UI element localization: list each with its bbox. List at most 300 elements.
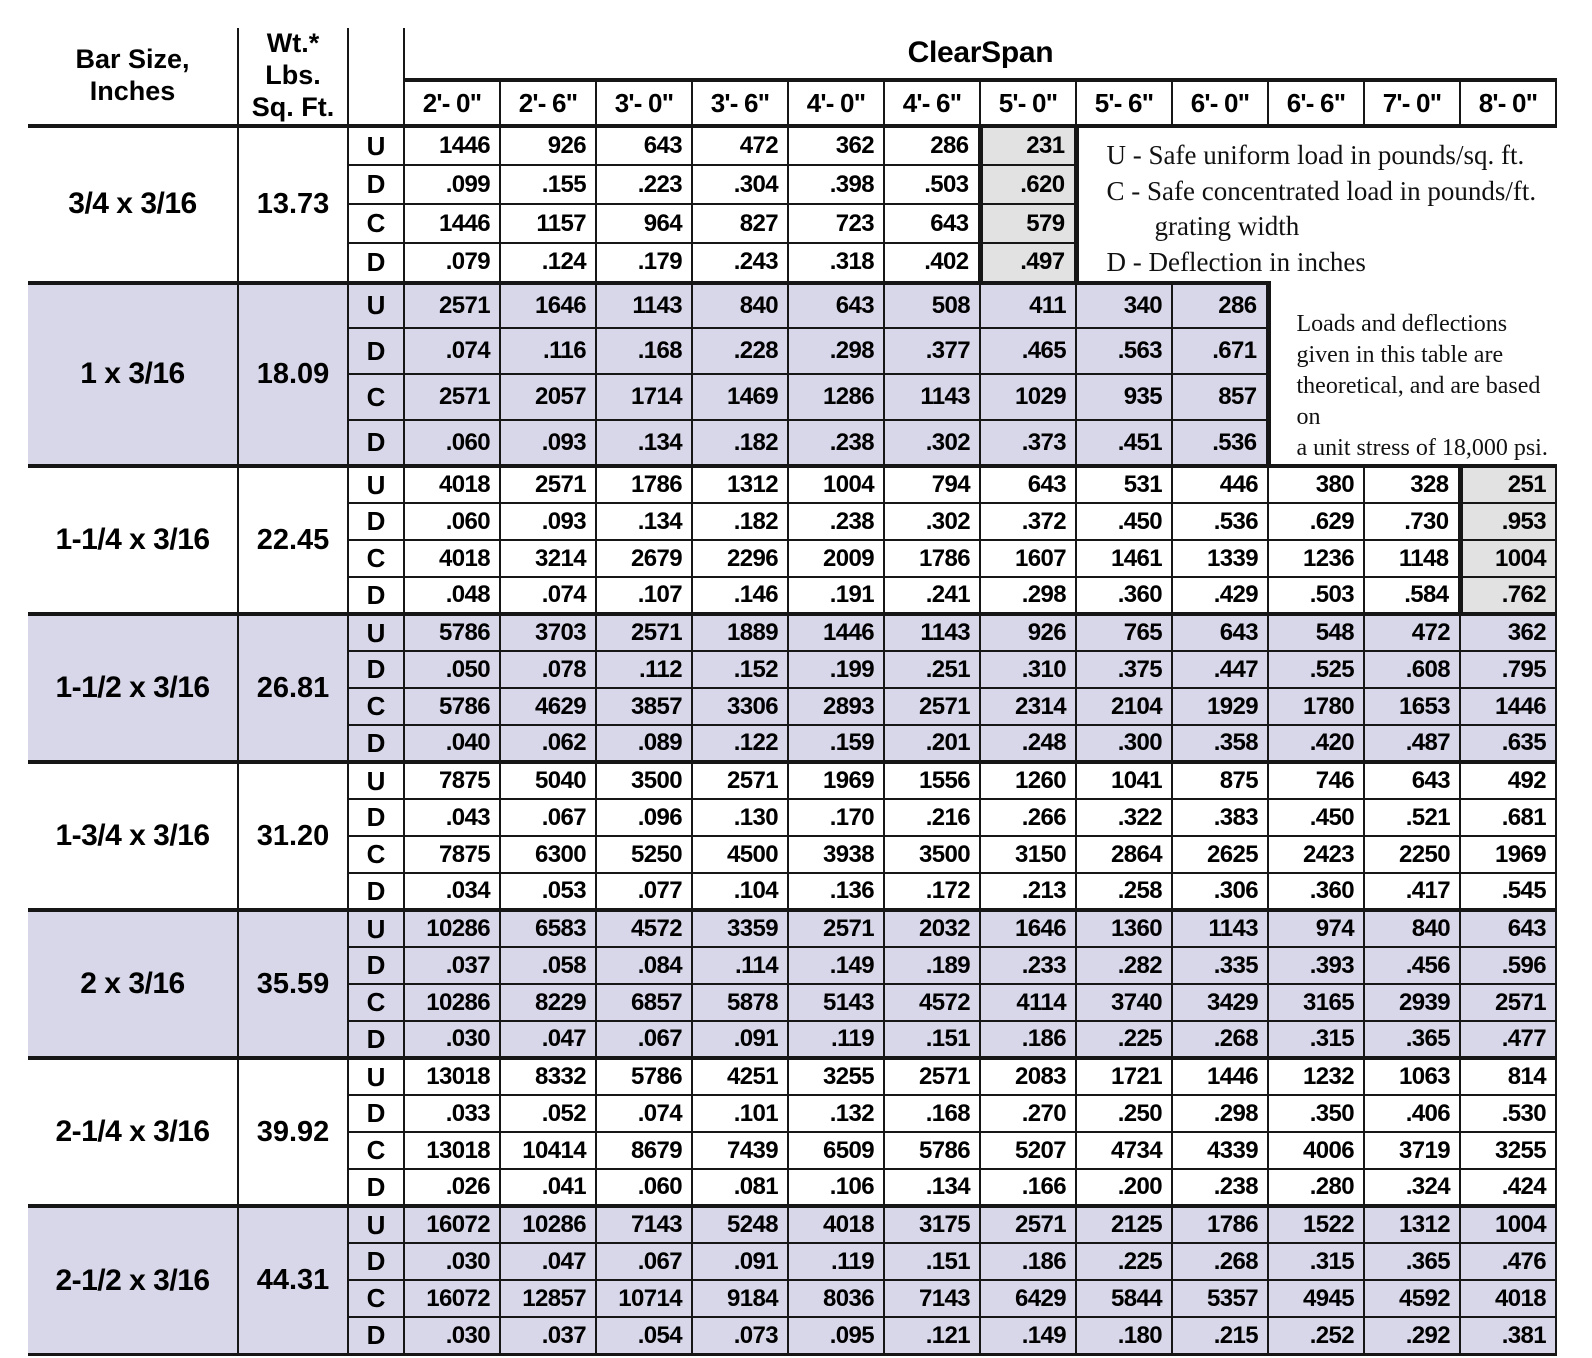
load-cell: .081 (692, 1169, 788, 1206)
span-header: 2'- 6" (500, 80, 596, 126)
load-cell: 2571 (884, 1058, 980, 1095)
load-cell: 2571 (692, 762, 788, 799)
load-cell: 4018 (1460, 1280, 1556, 1317)
load-cell: 2083 (980, 1058, 1076, 1095)
load-cell: 5786 (596, 1058, 692, 1095)
row-label: U (348, 614, 404, 651)
load-cell: 1312 (692, 466, 788, 503)
row-label: C (348, 204, 404, 243)
load-cell: .795 (1460, 651, 1556, 688)
load-cell: .151 (884, 1243, 980, 1280)
load-cell: 926 (500, 126, 596, 165)
load-cell: .159 (788, 725, 884, 762)
row-label: D (348, 503, 404, 540)
load-cell: .450 (1268, 799, 1364, 836)
load-cell: .104 (692, 873, 788, 910)
load-cell: 13018 (404, 1058, 500, 1095)
load-cell: .062 (500, 725, 596, 762)
load-cell: .182 (692, 503, 788, 540)
note-text (1271, 283, 1557, 465)
load-cell: .381 (1460, 1317, 1556, 1354)
load-cell: 2571 (404, 283, 500, 329)
load-cell: 2314 (980, 688, 1076, 725)
row-label: C (348, 1132, 404, 1169)
row-label: D (348, 1243, 404, 1280)
load-cell: 251 (1460, 466, 1556, 503)
load-cell: 875 (1172, 762, 1268, 799)
load-cell: 840 (692, 283, 788, 329)
load-cell: .596 (1460, 947, 1556, 984)
load-cell: 3857 (596, 688, 692, 725)
load-cell: 746 (1268, 762, 1364, 799)
weight-header (238, 28, 348, 126)
load-cell: 1446 (1460, 688, 1556, 725)
bar-weight: 44.31 (238, 1206, 348, 1354)
load-cell: .189 (884, 947, 980, 984)
load-cell: 1143 (596, 283, 692, 329)
load-cell: .241 (884, 577, 980, 614)
load-cell: .465 (980, 328, 1076, 374)
load-cell: .091 (692, 1243, 788, 1280)
load-cell: 4629 (500, 688, 596, 725)
load-cell: 579 (980, 204, 1076, 243)
row-label: D (348, 165, 404, 204)
load-cell: .093 (500, 503, 596, 540)
load-cell: 411 (980, 283, 1076, 329)
row-label: U (348, 762, 404, 799)
table-row (28, 1206, 1556, 1243)
load-cell: 1004 (1460, 540, 1556, 577)
load-cell: .424 (1460, 1169, 1556, 1206)
row-label: D (348, 420, 404, 466)
load-cell: 4945 (1268, 1280, 1364, 1317)
load-cell: .402 (884, 243, 980, 282)
load-cell: 2939 (1364, 984, 1460, 1021)
load-cell: 840 (1364, 910, 1460, 947)
load-cell: 7143 (884, 1280, 980, 1317)
load-cell: .525 (1268, 651, 1364, 688)
load-cell: .172 (884, 873, 980, 910)
table-body (28, 126, 1556, 1354)
load-cell: 8036 (788, 1280, 884, 1317)
load-cell: .201 (884, 725, 980, 762)
load-cell: 3255 (1460, 1132, 1556, 1169)
load-cell: 10286 (500, 1206, 596, 1243)
load-cell: .093 (500, 420, 596, 466)
load-cell: 2864 (1076, 836, 1172, 873)
load-cell: .238 (788, 420, 884, 466)
load-cell: 1446 (404, 126, 500, 165)
bar-size-header-line2: Inches (89, 76, 176, 106)
span-header: 4'- 6" (884, 80, 980, 126)
load-cell: .251 (884, 651, 980, 688)
load-cell: 3500 (884, 836, 980, 873)
load-cell: 5844 (1076, 1280, 1172, 1317)
bar-weight: 39.92 (238, 1058, 348, 1206)
load-cell: .079 (404, 243, 500, 282)
load-cell: .252 (1268, 1317, 1364, 1354)
note-line: a unit stress of 18,000 psi. (1296, 435, 1548, 462)
load-cell: 5786 (404, 688, 500, 725)
load-cell: .030 (404, 1317, 500, 1354)
span-header: 8'- 0" (1460, 80, 1556, 126)
load-cell: .089 (596, 725, 692, 762)
bar-weight: 22.45 (238, 466, 348, 614)
load-cell: 3429 (1172, 984, 1268, 1021)
load-cell: .521 (1364, 799, 1460, 836)
load-cell: 3719 (1364, 1132, 1460, 1169)
load-cell: .268 (1172, 1021, 1268, 1058)
load-cell: .134 (884, 1169, 980, 1206)
load-cell: .047 (500, 1021, 596, 1058)
load-cell: .151 (884, 1021, 980, 1058)
load-cell: 1646 (500, 283, 596, 329)
load-cell: 231 (980, 126, 1076, 165)
load-cell: 1004 (1460, 1206, 1556, 1243)
load-cell: 2571 (1460, 984, 1556, 1021)
load-cell: 1360 (1076, 910, 1172, 947)
row-label: C (348, 540, 404, 577)
load-cell: 814 (1460, 1058, 1556, 1095)
load-cell: .238 (788, 503, 884, 540)
load-cell: .043 (404, 799, 500, 836)
load-cell: .238 (1172, 1169, 1268, 1206)
load-cell: .503 (884, 165, 980, 204)
load-cell: .258 (1076, 873, 1172, 910)
load-cell: 1721 (1076, 1058, 1172, 1095)
load-cell: .393 (1268, 947, 1364, 984)
load-cell: 13018 (404, 1132, 500, 1169)
load-cell: .058 (500, 947, 596, 984)
load-cell: 1232 (1268, 1058, 1364, 1095)
load-cell: .182 (692, 420, 788, 466)
load-cell: 8229 (500, 984, 596, 1021)
load-cell: .298 (980, 577, 1076, 614)
row-label: D (348, 799, 404, 836)
load-cell: .067 (596, 1021, 692, 1058)
load-cell: .053 (500, 873, 596, 910)
load-cell: .298 (788, 328, 884, 374)
load-cell: .074 (596, 1095, 692, 1132)
load-cell: 2032 (884, 910, 980, 947)
load-cell: .406 (1364, 1095, 1460, 1132)
load-cell: 5207 (980, 1132, 1076, 1169)
load-cell: 286 (1172, 283, 1268, 329)
load-cell: .450 (1076, 503, 1172, 540)
load-cell: .054 (596, 1317, 692, 1354)
load-cell: 3255 (788, 1058, 884, 1095)
load-cell: .447 (1172, 651, 1268, 688)
load-cell: .180 (1076, 1317, 1172, 1354)
row-label: D (348, 243, 404, 282)
load-cell: .134 (596, 503, 692, 540)
load-cell: 3175 (884, 1206, 980, 1243)
bar-size: 1-3/4 x 3/16 (28, 762, 238, 910)
load-cell: .191 (788, 577, 884, 614)
load-cell: 1522 (1268, 1206, 1364, 1243)
clearspan-load-table (28, 28, 1557, 1356)
load-cell: 1786 (1172, 1206, 1268, 1243)
load-cell: 8679 (596, 1132, 692, 1169)
load-cell: 5248 (692, 1206, 788, 1243)
load-cell: 328 (1364, 466, 1460, 503)
load-cell: 2423 (1268, 836, 1364, 873)
load-cell: 5357 (1172, 1280, 1268, 1317)
load-cell: .536 (1172, 503, 1268, 540)
load-cell: .497 (980, 243, 1076, 282)
load-cell: 2250 (1364, 836, 1460, 873)
table-row (28, 126, 1556, 165)
load-cell: 6857 (596, 984, 692, 1021)
bar-weight: 26.81 (238, 614, 348, 762)
load-cell: .146 (692, 577, 788, 614)
load-cell: .107 (596, 577, 692, 614)
row-label: D (348, 1317, 404, 1354)
load-cell: 1004 (788, 466, 884, 503)
load-cell: .476 (1460, 1243, 1556, 1280)
load-cell: .545 (1460, 873, 1556, 910)
load-cell: .048 (404, 577, 500, 614)
load-cell: 1889 (692, 614, 788, 651)
load-cell: 926 (980, 614, 1076, 651)
load-cell: .170 (788, 799, 884, 836)
span-header: 7'- 0" (1364, 80, 1460, 126)
load-cell: .112 (596, 651, 692, 688)
load-cell: 643 (788, 283, 884, 329)
load-cell: .248 (980, 725, 1076, 762)
load-cell: .360 (1268, 873, 1364, 910)
load-cell: .365 (1364, 1021, 1460, 1058)
load-cell: .335 (1172, 947, 1268, 984)
load-cell: .134 (596, 420, 692, 466)
load-cell: .536 (1172, 420, 1268, 466)
row-label: D (348, 328, 404, 374)
load-cell: 723 (788, 204, 884, 243)
note-line: Loads and deflections (1296, 310, 1508, 337)
load-cell: 1312 (1364, 1206, 1460, 1243)
load-cell: .266 (980, 799, 1076, 836)
row-label: D (348, 1169, 404, 1206)
load-cell: 3938 (788, 836, 884, 873)
load-cell: 1148 (1364, 540, 1460, 577)
load-cell: 643 (596, 126, 692, 165)
table-row (28, 614, 1556, 651)
load-cell: 5878 (692, 984, 788, 1021)
load-cell: .953 (1460, 503, 1556, 540)
row-label: D (348, 725, 404, 762)
load-cell: .584 (1364, 577, 1460, 614)
load-cell: 3214 (500, 540, 596, 577)
load-cell: 2679 (596, 540, 692, 577)
load-cell: .324 (1364, 1169, 1460, 1206)
load-cell: 4018 (788, 1206, 884, 1243)
row-label: U (348, 1206, 404, 1243)
load-cell: .186 (980, 1021, 1076, 1058)
weight-header-line3: Sq. Ft. (251, 91, 335, 122)
load-cell: .060 (404, 503, 500, 540)
load-cell: .077 (596, 873, 692, 910)
load-cell: .026 (404, 1169, 500, 1206)
load-cell: .310 (980, 651, 1076, 688)
row-label: C (348, 1280, 404, 1317)
load-cell: .037 (404, 947, 500, 984)
load-cell: .074 (404, 328, 500, 374)
load-cell: .067 (596, 1243, 692, 1280)
load-cell: 8332 (500, 1058, 596, 1095)
table-row (28, 283, 1556, 329)
load-cell: .629 (1268, 503, 1364, 540)
weight-header-line2: Lbs. (265, 60, 321, 91)
load-cell: 5250 (596, 836, 692, 873)
note-area (1268, 283, 1556, 467)
load-cell: .034 (404, 873, 500, 910)
weight-header-line1: Wt.* (266, 28, 320, 59)
row-label: U (348, 1058, 404, 1095)
load-cell: 643 (1460, 910, 1556, 947)
load-cell: 5786 (404, 614, 500, 651)
load-cell: 1469 (692, 374, 788, 420)
load-cell: .186 (980, 1243, 1076, 1280)
load-cell: 7439 (692, 1132, 788, 1169)
span-header: 3'- 0" (596, 80, 692, 126)
load-cell: .417 (1364, 873, 1460, 910)
bar-weight: 35.59 (238, 910, 348, 1058)
row-label: D (348, 947, 404, 984)
load-cell: 2125 (1076, 1206, 1172, 1243)
load-cell: .477 (1460, 1021, 1556, 1058)
load-cell: .358 (1172, 725, 1268, 762)
load-cell: 286 (884, 126, 980, 165)
load-cell: .052 (500, 1095, 596, 1132)
load-cell: .099 (404, 165, 500, 204)
load-cell: .041 (500, 1169, 596, 1206)
load-cell: .037 (500, 1317, 596, 1354)
load-cell: 1143 (884, 614, 980, 651)
load-cell: .168 (884, 1095, 980, 1132)
load-cell: .199 (788, 651, 884, 688)
load-cell: 5143 (788, 984, 884, 1021)
load-cell: .119 (788, 1021, 884, 1058)
load-cell: .315 (1268, 1243, 1364, 1280)
span-header: 6'- 6" (1268, 80, 1364, 126)
load-cell: 508 (884, 283, 980, 329)
load-cell: .121 (884, 1317, 980, 1354)
load-cell: .360 (1076, 577, 1172, 614)
header-row-title (28, 28, 1556, 80)
load-cell: 3740 (1076, 984, 1172, 1021)
note-line: theoretical, and are based on (1296, 372, 1541, 431)
load-cell: 3500 (596, 762, 692, 799)
load-cell: .373 (980, 420, 1076, 466)
load-cell: 7143 (596, 1206, 692, 1243)
load-cell: 1780 (1268, 688, 1364, 725)
load-cell: .060 (596, 1169, 692, 1206)
load-cell: 4251 (692, 1058, 788, 1095)
row-label: U (348, 126, 404, 165)
legend-area (1076, 126, 1556, 283)
bar-size: 1-1/2 x 3/16 (28, 614, 238, 762)
load-cell: 1446 (788, 614, 884, 651)
load-cell: .040 (404, 725, 500, 762)
load-cell: 1041 (1076, 762, 1172, 799)
load-cell: .420 (1268, 725, 1364, 762)
load-cell: 2296 (692, 540, 788, 577)
load-cell: .060 (404, 420, 500, 466)
load-cell: 446 (1172, 466, 1268, 503)
load-cell: 3359 (692, 910, 788, 947)
load-cell: 1143 (884, 374, 980, 420)
load-cell: 4339 (1172, 1132, 1268, 1169)
table-row (28, 762, 1556, 799)
span-header: 5'- 6" (1076, 80, 1172, 126)
load-cell: .300 (1076, 725, 1172, 762)
load-cell: 1339 (1172, 540, 1268, 577)
load-cell: .315 (1268, 1021, 1364, 1058)
load-cell: 3306 (692, 688, 788, 725)
load-cell: 765 (1076, 614, 1172, 651)
load-cell: .268 (1172, 1243, 1268, 1280)
load-cell: 643 (1364, 762, 1460, 799)
load-cell: .365 (1364, 1243, 1460, 1280)
row-label: D (348, 1021, 404, 1058)
load-cell: 362 (788, 126, 884, 165)
load-cell: .132 (788, 1095, 884, 1132)
load-cell: .155 (500, 165, 596, 204)
row-label-column-header (348, 28, 404, 126)
load-cell: 1556 (884, 762, 980, 799)
load-cell: 2104 (1076, 688, 1172, 725)
load-cell: 1714 (596, 374, 692, 420)
load-cell: 5786 (884, 1132, 980, 1169)
load-cell: .298 (1172, 1095, 1268, 1132)
load-cell: .233 (980, 947, 1076, 984)
load-cell: 6583 (500, 910, 596, 947)
load-cell: .114 (692, 947, 788, 984)
load-cell: 4114 (980, 984, 1076, 1021)
load-cell: .030 (404, 1243, 500, 1280)
legend-text (1079, 128, 1557, 281)
load-cell: 3703 (500, 614, 596, 651)
load-cell: .306 (1172, 873, 1268, 910)
load-cell: .030 (404, 1021, 500, 1058)
bar-size-header-line1: Bar Size, (75, 44, 190, 75)
bar-weight: 18.09 (238, 283, 348, 467)
load-cell: 16072 (404, 1206, 500, 1243)
load-cell: 2625 (1172, 836, 1268, 873)
span-header: 6'- 0" (1172, 80, 1268, 126)
load-cell: .681 (1460, 799, 1556, 836)
load-cell: 1786 (884, 540, 980, 577)
load-cell: .179 (596, 243, 692, 282)
load-cell: .084 (596, 947, 692, 984)
load-cell: 1969 (788, 762, 884, 799)
load-cell: 2571 (788, 910, 884, 947)
load-cell: .398 (788, 165, 884, 204)
load-cell: 7875 (404, 762, 500, 799)
load-cell: .730 (1364, 503, 1460, 540)
load-cell: .106 (788, 1169, 884, 1206)
load-cell: 1446 (404, 204, 500, 243)
load-cell: .130 (692, 799, 788, 836)
load-cell: .318 (788, 243, 884, 282)
load-cell: 4006 (1268, 1132, 1364, 1169)
load-cell: 794 (884, 466, 980, 503)
load-cell: .215 (1172, 1317, 1268, 1354)
load-cell: 857 (1172, 374, 1268, 420)
load-cell: 362 (1460, 614, 1556, 651)
load-cell: 12857 (500, 1280, 596, 1317)
load-cell: 6429 (980, 1280, 1076, 1317)
